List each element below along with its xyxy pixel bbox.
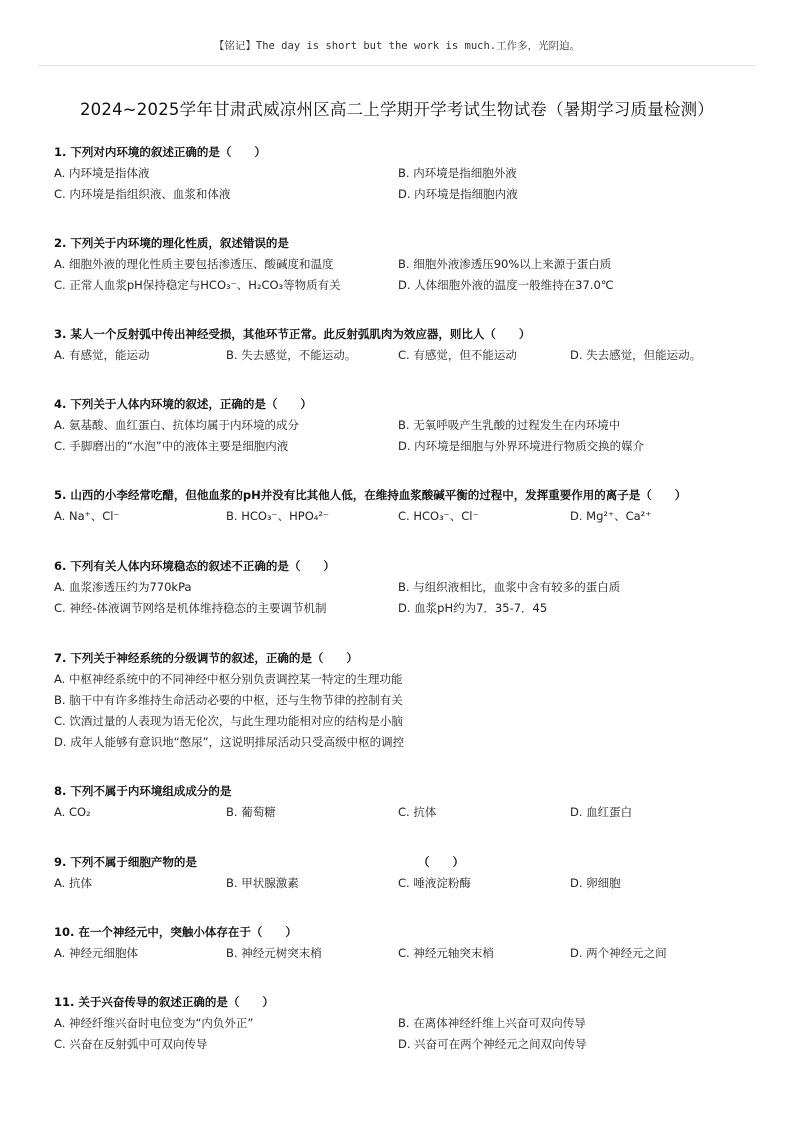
option-d: D. 内环境是指细胞内液 [398, 187, 518, 201]
option-d: D. 血红蛋白 [570, 805, 633, 819]
option-b: B. 甲状腺激素 [226, 876, 299, 890]
option-b: B. 细胞外液渗透压90%以上来源于蛋白质 [398, 257, 612, 271]
answer-parenthesis: （ ） [418, 855, 464, 869]
option-b: B. 神经元树突末梢 [226, 946, 322, 960]
option-b: B. 脑干中有许多维持生命活动必要的中枢，还与生物节律的控制有关 [54, 693, 403, 707]
option-a: A. 内环境是指体液 [54, 166, 150, 180]
question-5 [54, 488, 754, 530]
option-c: C. 内环境是指组织液、血浆和体液 [54, 187, 231, 201]
option-d: D. 卵细胞 [570, 876, 621, 890]
option-b: B. 失去感觉，不能运动。 [226, 348, 357, 362]
option-a: A. 细胞外液的理化性质主要包括渗透压、酸碱度和温度 [54, 257, 334, 271]
question-8 [54, 784, 754, 826]
question-stem: 1. 下列对内环境的叙述正确的是（ ） [54, 145, 266, 159]
question-stem: 6. 下列有关人体内环境稳态的叙述不正确的是（ ） [54, 559, 335, 573]
question-6 [54, 559, 754, 622]
option-a: A. 有感觉，能运动 [54, 348, 150, 362]
option-c: C. 饮酒过量的人表现为语无伦次，与此生理功能相对应的结构是小脑 [54, 714, 403, 728]
option-a: A. 中枢神经系统中的不同神经中枢分别负责调控某一特定的生理功能 [54, 672, 403, 686]
option-c: C. 神经-体液调节网络是机体维持稳态的主要调节机制 [54, 601, 327, 615]
option-d: D. 两个神经元之间 [570, 946, 667, 960]
option-c: C. HCO₃⁻、Cl⁻ [398, 509, 479, 523]
option-c: C. 手脚磨出的“水泡”中的液体主要是细胞内液 [54, 439, 289, 453]
option-c: C. 兴奋在反射弧中可双向传导 [54, 1037, 208, 1051]
option-b: B. 内环境是指细胞外液 [398, 166, 517, 180]
option-d: D. 兴奋可在两个神经元之间双向传导 [398, 1037, 587, 1051]
option-c: C. 有感觉，但不能运动 [398, 348, 517, 362]
page-header-motto: 【铭记】The day is short but the work is much.工作多，光阴迫。 [213, 40, 581, 52]
option-c: C. 神经元轴突末梢 [398, 946, 494, 960]
option-a: A. 抗体 [54, 876, 92, 890]
question-stem: 2. 下列关于内环境的理化性质，叙述错误的是 [54, 236, 289, 250]
option-b: B. HCO₃⁻、HPO₄²⁻ [226, 509, 330, 523]
page-title: 2024~2025学年甘肃武威凉州区高二上学期开学考试生物试卷（暑期学习质量检测） [79, 100, 714, 119]
option-a: A. 血浆渗透压约为770kPa [54, 580, 192, 594]
option-a: A. Na⁺、Cl⁻ [54, 509, 120, 523]
option-d: D. 内环境是细胞与外界环境进行物质交换的媒介 [398, 439, 645, 453]
option-c: C. 正常人血浆pH保持稳定与HCO₃⁻、H₂CO₃等物质有关 [54, 278, 341, 292]
header-divider [38, 65, 756, 66]
option-d: D. 血浆pH约为7．35-7．45 [398, 601, 548, 615]
question-stem: 4. 下列关于人体内环境的叙述，正确的是（ ） [54, 397, 312, 411]
option-a: A. 氨基酸、血红蛋白、抗体均属于内环境的成分 [54, 418, 299, 432]
option-b: B. 在离体神经纤维上兴奋可双向传导 [398, 1016, 586, 1030]
question-3 [54, 327, 754, 369]
question-11 [54, 995, 754, 1058]
question-stem: 5. 山西的小李经常吃醋，但他血浆的pH并没有比其他人低，在维持血浆酸碱平衡的过程中，发挥重要作用的离子是（ ） [54, 488, 687, 502]
option-d: D. 人体细胞外液的温度一般维持在37.0℃ [398, 278, 614, 292]
option-a: A. CO₂ [54, 805, 91, 819]
option-b: B. 葡萄糖 [226, 805, 276, 819]
question-stem: 3. 某人一个反射弧中传出神经受损，其他环节正常。此反射弧肌肉为效应器，则比人（ ） [54, 327, 531, 341]
option-b: B. 无氧呼吸产生乳酸的过程发生在内环境中 [398, 418, 621, 432]
question-10 [54, 925, 754, 967]
option-c: C. 抗体 [398, 805, 437, 819]
question-stem: 9. 下列不属于细胞产物的是 [54, 855, 197, 869]
question-2 [54, 236, 754, 299]
question-9 [54, 855, 754, 897]
question-4 [54, 397, 754, 460]
option-d: D. 成年人能够有意识地“憋尿”，这说明排尿活动只受高级中枢的调控 [54, 735, 405, 749]
option-c: C. 唾液淀粉酶 [398, 876, 471, 890]
question-1 [54, 145, 754, 208]
option-a: A. 神经纤维兴奋时电位变为“内负外正” [54, 1016, 254, 1030]
question-stem: 11. 关于兴奋传导的叙述正确的是（ ） [54, 995, 274, 1009]
question-stem: 7. 下列关于神经系统的分级调节的叙述，正确的是（ ） [54, 651, 358, 665]
question-7 [54, 651, 754, 756]
question-stem: 10. 在一个神经元中，突触小体存在于（ ） [54, 925, 297, 939]
option-d: D. 失去感觉，但能运动。 [570, 348, 702, 362]
option-a: A. 神经元细胞体 [54, 946, 138, 960]
option-b: B. 与组织液相比，血浆中含有较多的蛋白质 [398, 580, 621, 594]
option-d: D. Mg²⁺、Ca²⁺ [570, 509, 652, 523]
question-stem: 8. 下列不属于内环境组成成分的是 [54, 784, 232, 798]
